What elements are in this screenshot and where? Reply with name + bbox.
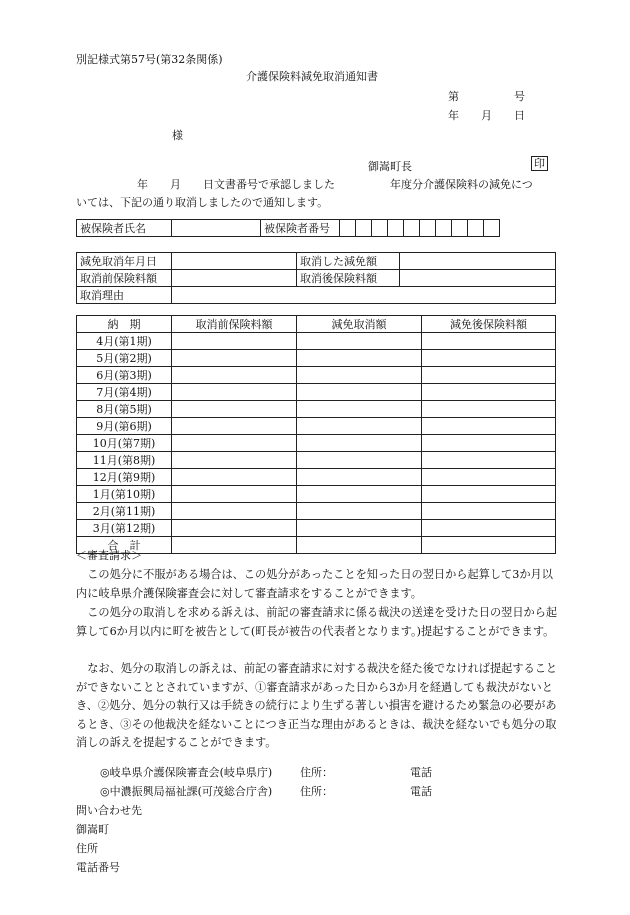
insured-name-label: 被保険者氏名 bbox=[77, 220, 172, 237]
number-box bbox=[420, 220, 436, 237]
insured-number-label: 被保険者番号 bbox=[261, 220, 340, 237]
period-cell: 8月(第5期) bbox=[77, 401, 172, 418]
table-row bbox=[77, 350, 556, 367]
document-title: 介護保険料減免取消通知書 bbox=[246, 70, 378, 83]
number-box bbox=[436, 220, 452, 237]
post-premium-label: 取消後保険料額 bbox=[297, 270, 400, 287]
reduction-table bbox=[76, 252, 556, 304]
period-cell: 6月(第3期) bbox=[77, 367, 172, 384]
contact-2-phone: 電話 bbox=[410, 785, 432, 798]
table-row bbox=[77, 418, 556, 435]
total-row bbox=[77, 537, 556, 554]
table-row bbox=[77, 486, 556, 503]
period-cell: 3月(第12期) bbox=[77, 520, 172, 537]
total-label: 合 計 bbox=[77, 537, 172, 554]
period-cell: 1月(第10期) bbox=[77, 486, 172, 503]
number-box bbox=[452, 220, 468, 237]
col-header-post-premium: 減免後保険料額 bbox=[422, 316, 556, 333]
period-cell: 2月(第11期) bbox=[77, 503, 172, 520]
table-row bbox=[77, 333, 556, 350]
number-box bbox=[388, 220, 404, 237]
col-header-reduction: 減免取消額 bbox=[297, 316, 422, 333]
appeal-paragraph-3: なお、処分の取消しの訴えは、前記の審査請求に対する裁決を経た後でなければ提起することができないこととされていますが、①審査請求があった日から3か月を経過しても裁決がないとき、②処分、処分の執行又は手続きの続行により生ずる著しい損害を避けるため緊急の必要があるとき、③その他裁決を経ないことにつき正当な理由があるときは、裁決を経ないでも処分の取消しの訴えを提起することができます。 bbox=[76, 662, 558, 749]
inquiry-label: 問い合わせ先 bbox=[76, 804, 142, 817]
contact-1-address: 住所： bbox=[300, 766, 333, 779]
contact-1-name: ◎岐阜県介護保険審査会(岐阜県庁) bbox=[100, 766, 273, 779]
table-row bbox=[77, 367, 556, 384]
insured-table bbox=[76, 219, 500, 237]
intro-line-1: 年 月 日文書番号で承認しました 年度分介護保険料の減免につ bbox=[137, 178, 533, 191]
cancelled-amount-label: 取消した減免額 bbox=[297, 253, 400, 270]
period-cell: 11月(第8期) bbox=[77, 452, 172, 469]
table-row bbox=[77, 503, 556, 520]
intro-line-2: いては、下記の通り取消しましたので通知します。 bbox=[76, 196, 329, 209]
contact-2-address: 住所： bbox=[300, 785, 333, 798]
post-premium-value bbox=[400, 270, 556, 287]
reason-label: 取消理由 bbox=[77, 287, 172, 304]
period-cell: 5月(第2期) bbox=[77, 350, 172, 367]
period-cell: 9月(第6期) bbox=[77, 418, 172, 435]
number-box bbox=[356, 220, 372, 237]
inquiry-town: 御嵩町 bbox=[76, 823, 109, 836]
contact-1-phone: 電話 bbox=[410, 766, 432, 779]
col-header-pre-premium: 取消前保険料額 bbox=[172, 316, 297, 333]
pre-premium-label: 取消前保険料額 bbox=[77, 270, 172, 287]
seal-mark: 印 bbox=[531, 156, 548, 171]
installment-table bbox=[76, 315, 556, 554]
table-row bbox=[77, 384, 556, 401]
number-box bbox=[372, 220, 388, 237]
inquiry-phone: 電話番号 bbox=[76, 861, 120, 874]
period-cell: 7月(第4期) bbox=[77, 384, 172, 401]
date-label: 年 月 日 bbox=[448, 109, 525, 122]
contact-2-name: ◎中濃振興局福祉課(可茂総合庁舎) bbox=[100, 785, 273, 798]
number-box bbox=[484, 220, 500, 237]
cancel-date-value bbox=[172, 253, 297, 270]
table-row bbox=[77, 401, 556, 418]
table-row bbox=[77, 469, 556, 486]
inquiry-address: 住所 bbox=[76, 842, 98, 855]
appeal-heading: ＜審査請求＞ bbox=[76, 549, 142, 562]
period-cell: 10月(第7期) bbox=[77, 435, 172, 452]
cancelled-amount-value bbox=[400, 253, 556, 270]
reason-value bbox=[172, 287, 556, 304]
number-box bbox=[468, 220, 484, 237]
number-box bbox=[340, 220, 356, 237]
form-number: 別記様式第57号(第32条関係) bbox=[76, 53, 223, 66]
appeal-paragraph-2: この処分の取消しを求める訴えは、前記の審査請求に係る裁決の送達を受けた日の翌日から起算して6か月以内に町を被告として(町長が被告の代表者となります。)提起することができます。 bbox=[76, 606, 558, 638]
table-row bbox=[77, 520, 556, 537]
addressee-suffix: 様 bbox=[172, 129, 183, 142]
insured-name-value bbox=[172, 220, 261, 237]
number-box bbox=[404, 220, 420, 237]
number-label: 第 号 bbox=[448, 90, 525, 103]
issuer: 御嵩町長 bbox=[368, 160, 412, 173]
table-row bbox=[77, 452, 556, 469]
period-cell: 4月(第1期) bbox=[77, 333, 172, 350]
pre-premium-value bbox=[172, 270, 297, 287]
period-cell: 12月(第9期) bbox=[77, 469, 172, 486]
col-header-period: 納 期 bbox=[77, 316, 172, 333]
table-row bbox=[77, 435, 556, 452]
cancel-date-label: 減免取消年月日 bbox=[77, 253, 172, 270]
appeal-paragraph-1: この処分に不服がある場合は、この処分があったことを知った日の翌日から起算して3か月以内に岐阜県介護保険審査会に対して審査請求をすることができます。 bbox=[76, 568, 553, 600]
